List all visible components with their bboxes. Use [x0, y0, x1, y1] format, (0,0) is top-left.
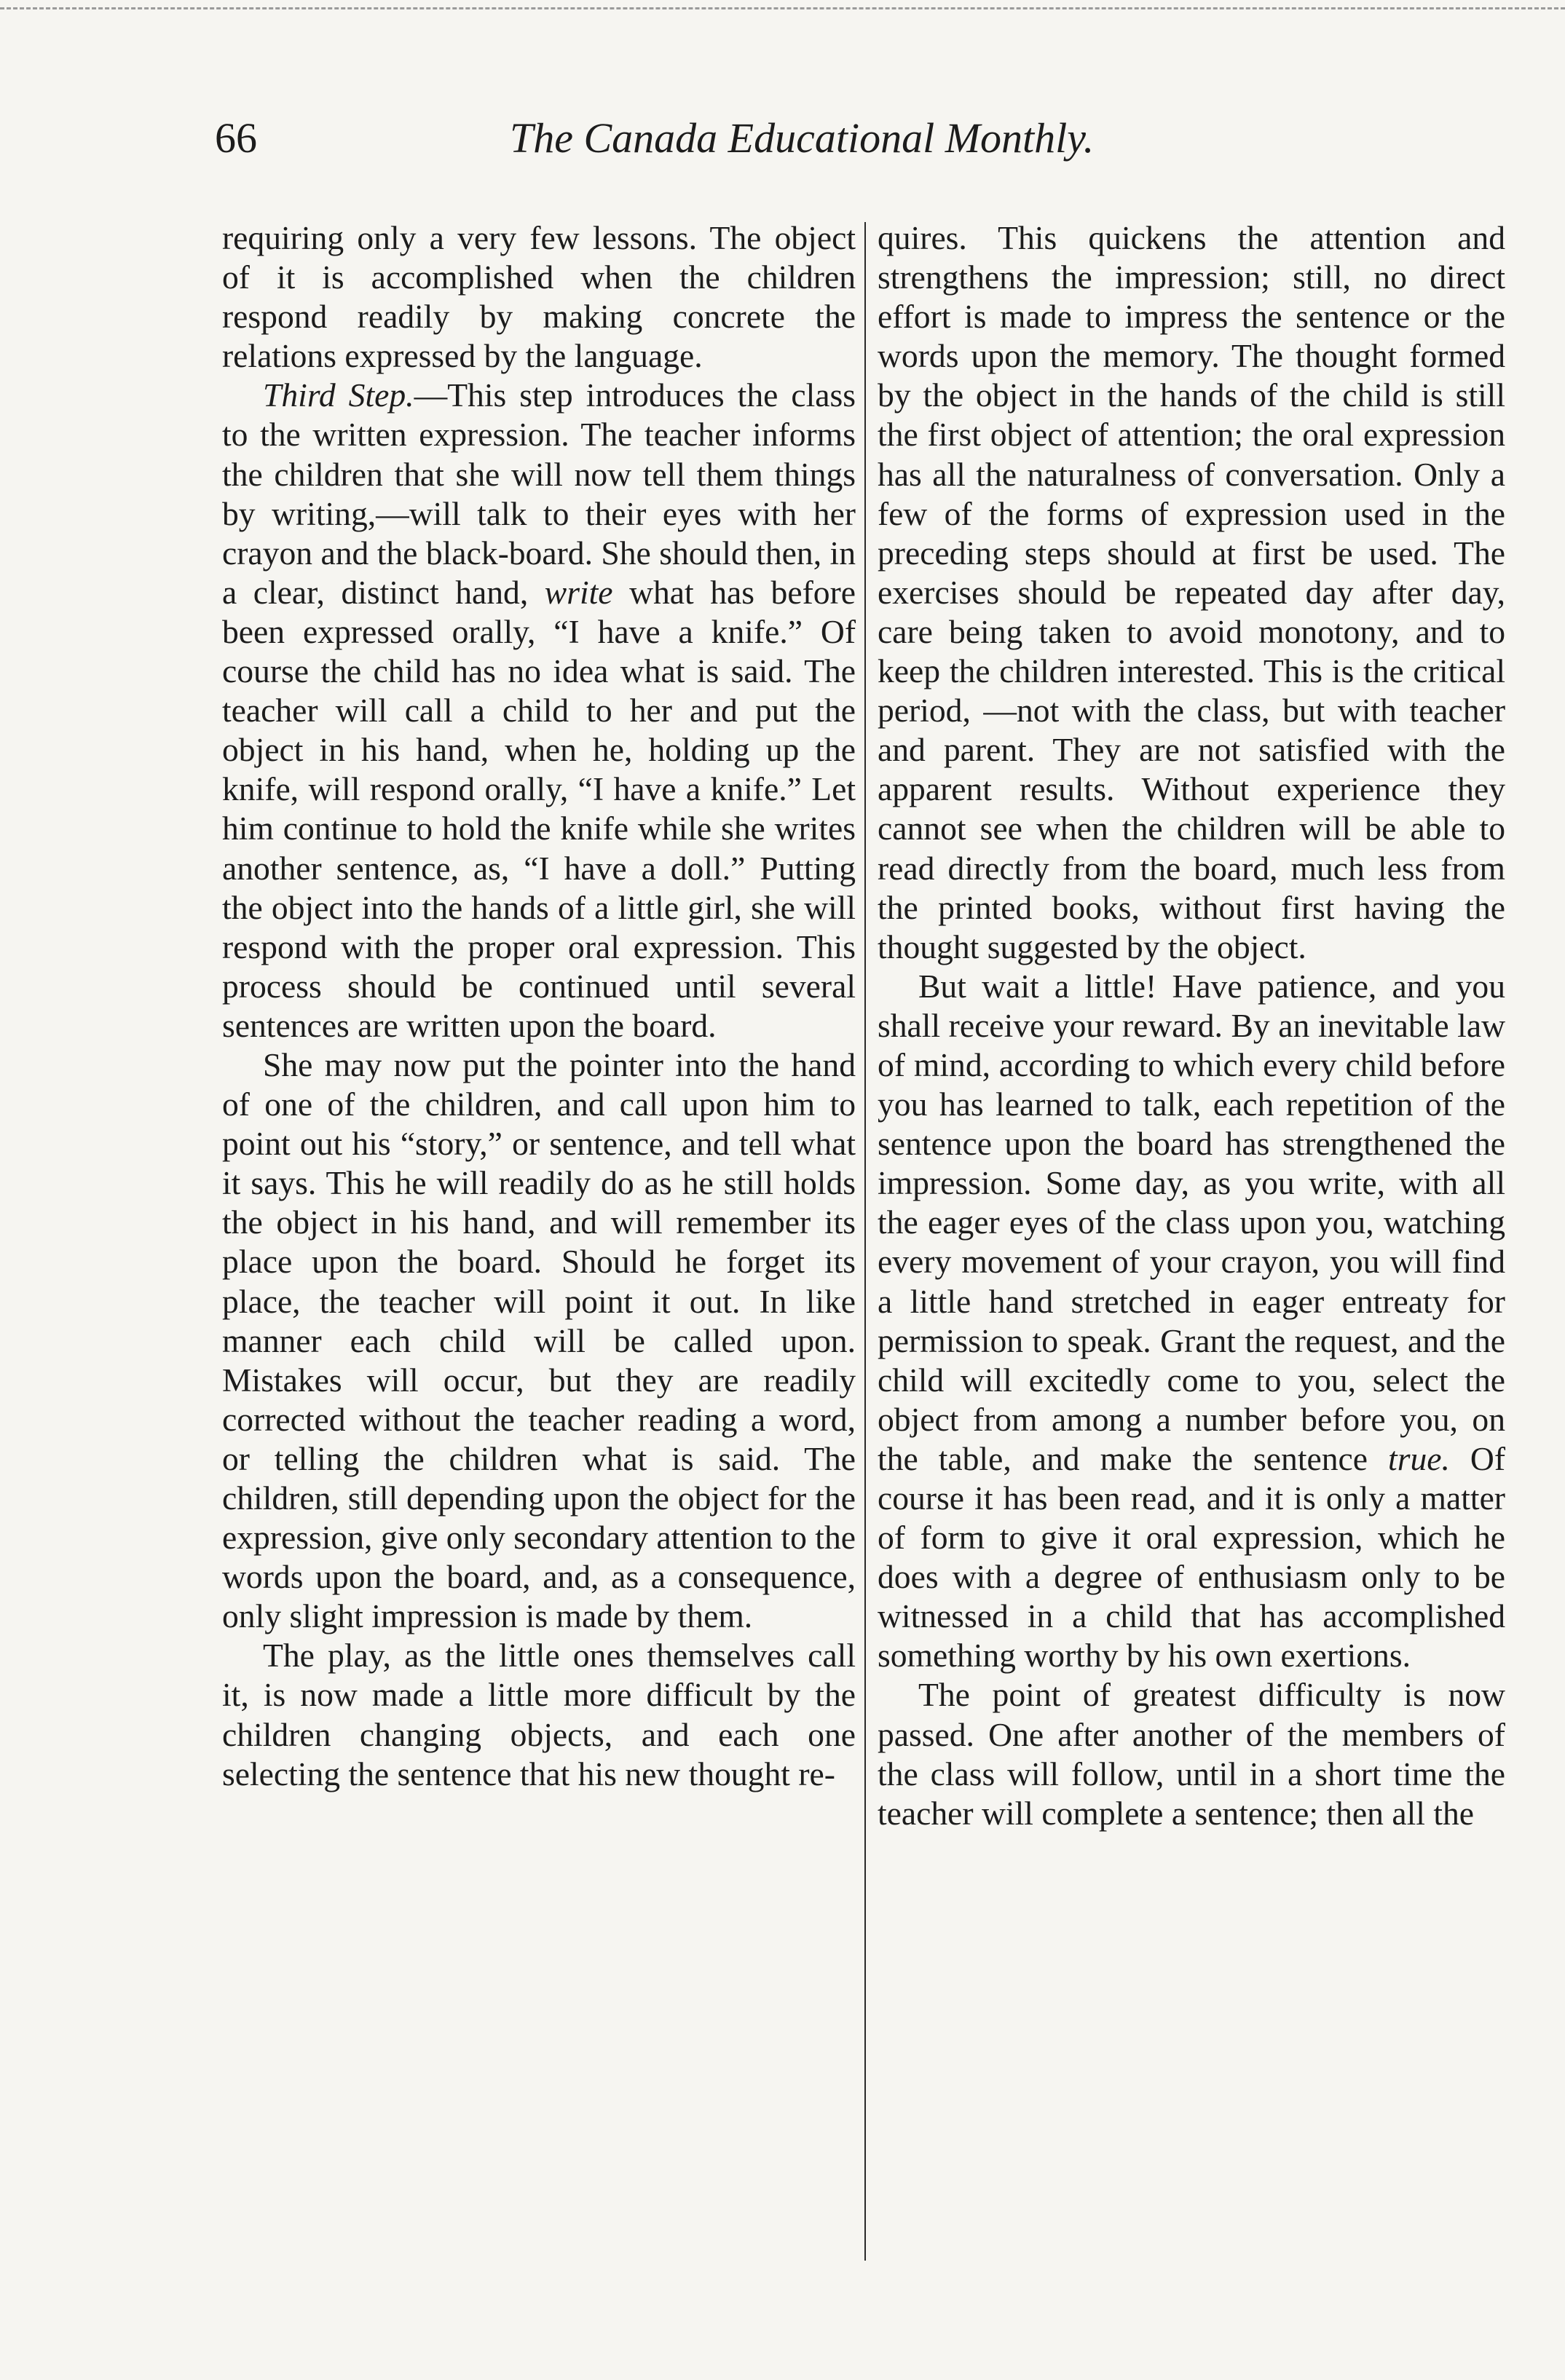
text-span: Of course it has been read, and it is only a matter of form to give it oral expression, which he does with a degree of enthusiasm only to be witnessed in a child that has accomplished something worthy by his own exertions. [878, 1439, 1506, 1675]
emphasis: true. [1388, 1439, 1450, 1477]
page-number: 66 [215, 114, 257, 162]
left-column [222, 218, 856, 1794]
paragraph: The play, as the little ones themselves call it, is now made a little more difficult by the children changing objects, and each one selecting the sentence that his new thought re- [222, 1637, 856, 1792]
right-column [878, 218, 1505, 1833]
text-span: But wait a little! Have patience, and you shall receive your reward. By an inevitable law of mind, according to which every child before you has learned to talk, each repetition of the sentence upon the board has strengthened the impression. Some day, as you write, with all the eager eyes of the class upon you, watching every movement of your crayon, you will find a little hand stretched in eager entreaty for permission to speak. Grant the request, and the child will excitedly come to you, select the object from among a number before you, on the table, and make the sentence [878, 967, 1505, 1477]
paragraph: The point of greatest difficulty is now passed. One after another of the members of the class will follow, until in a short time the teacher will complete a sentence; then all the [878, 1676, 1505, 1832]
top-rule [0, 7, 1565, 9]
running-title: The Canada Educational Monthly. [510, 114, 1095, 162]
paragraph: She may now put the pointer into the hand of one of the children, and call upon him to point out his “story,” or sentence, and tell what it says. This he will readily do as he still holds the object in his hand, and will remember its place upon the board. Should he forget its place, the teacher will point it out. In like manner each child will be called upon. Mistakes will occur, but they are readily corrected without the teacher reading a word, or telling the children what is said. The children, still depending upon the object for the expression, give only secondary attention to the words upon the board, and, as a consequence, only slight impression is made by them. [222, 1045, 856, 1635]
paragraph [878, 967, 1505, 1676]
section-heading: Third Step. [263, 376, 414, 414]
paragraph: quires. This quickens the attention and strengthens the impression; still, no direct effort is made to impress the sentence or the words upon the memory. The thought formed by the object in the hands of the child is still the first object of attention; the oral expression has all the naturalness of conversation. Only a few of the forms of expression used in the preceding steps should at first be used. The exercises should be repeated day after day, care being taken to avoid monotony, and to keep the children interested. This is the critical period, —not with the class, but with teacher and parent. They are not satisfied with the apparent results. Without experience they cannot see when the children will be able to read directly from the board, much less from the printed books, without first having the thought suggested by the object. [878, 219, 1505, 965]
paragraph [222, 376, 856, 1045]
page-header [0, 109, 1565, 167]
text-span: —This step introduces the class to the written expression. The teacher informs the children that she will now tell them things by writing,—will talk to their eyes with her crayon and the black-board. She should then, in a clear, distinct hand, [222, 376, 856, 611]
emphasis: write [544, 573, 613, 611]
column-divider [864, 222, 866, 2261]
text-span: what has before been expressed orally, “I have a knife.” Of course the child has no idea what is said. The teacher will call a child to her and put the object in his hand, when he, holding up the knife, will respond orally, “I have a knife.” Let him continue to hold the knife while she writes another sentence, as, “I have a doll.” Putting the object into the hands of a little girl, she will respond with the proper oral expression. This process should be continued until several sentences are written upon the board. [222, 573, 856, 1044]
paragraph: requiring only a very few lessons. The object of it is accomplished when the children respond readily by making concrete the relations expressed by the language. [222, 219, 856, 375]
